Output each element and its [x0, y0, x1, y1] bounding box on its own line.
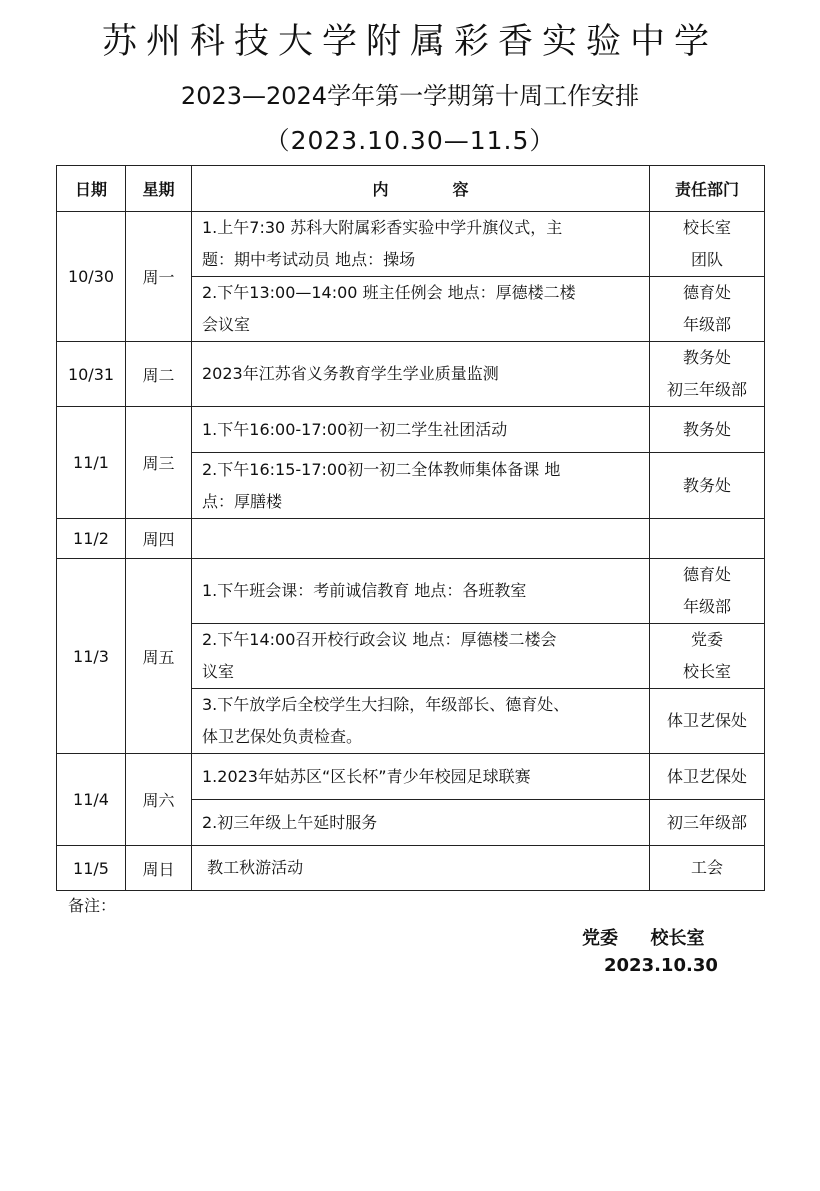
dept-cell — [650, 800, 765, 846]
signature-date: 2023.10.30 — [604, 955, 718, 976]
content-cell — [192, 277, 650, 342]
table-header-row — [57, 166, 765, 212]
date-cell: 11/3 — [57, 559, 126, 754]
table-row — [57, 559, 765, 624]
signature: 党委 校长室 — [582, 928, 705, 949]
weekday-cell: 周三 — [126, 407, 192, 519]
date-range: （2023.10.30—11.5） — [264, 126, 556, 155]
dept-line: 团队 — [690, 250, 723, 269]
content-line: 体卫艺保处负责检查。 — [202, 727, 363, 746]
content-line: 1.下午16:00-17:00初一初二学生社团活动 — [202, 419, 508, 439]
table-row — [57, 754, 765, 800]
dept-line: 德育处 — [682, 565, 731, 584]
table-row — [57, 846, 765, 891]
content-cell — [192, 800, 650, 846]
content-line: 1.2023年姑苏区“区长杯”青少年校园足球联赛 — [202, 766, 531, 786]
dept-cell — [650, 212, 765, 277]
date-cell: 11/5 — [57, 846, 126, 891]
table-row — [57, 212, 765, 277]
dept-line: 德育处 — [682, 283, 731, 302]
dept-cell — [650, 407, 765, 453]
weekday-cell: 周二 — [126, 342, 192, 407]
date-cell: 11/2 — [57, 519, 126, 559]
dept-line: 教务处 — [682, 419, 731, 439]
content-cell — [192, 689, 650, 754]
content-line: 2023年江苏省义务教育学生学业质量监测 — [202, 364, 499, 383]
content-cell — [192, 407, 650, 453]
header-date: 日期 — [57, 166, 126, 212]
weekday-cell: 周五 — [126, 559, 192, 754]
dept-cell — [650, 846, 765, 891]
weekday-cell: 周日 — [126, 846, 192, 891]
content-line: 2.下午13:00—14:00 班主任例会 地点：厚德楼二楼 — [202, 283, 576, 302]
date-cell: 11/1 — [57, 407, 126, 519]
dept-line: 体卫艺保处 — [666, 711, 747, 730]
content-line: 题：期中考试动员 地点：操场 — [202, 250, 416, 269]
weekday-cell: 周一 — [126, 212, 192, 342]
dept-line: 年级部 — [682, 597, 731, 616]
dept-line: 初三年级部 — [666, 812, 747, 832]
content-cell — [192, 212, 650, 277]
date-cell: 10/30 — [57, 212, 126, 342]
dept-line: 校长室 — [682, 218, 731, 237]
content-line: 2.初三年级上午延时服务 — [202, 812, 378, 832]
dept-cell — [650, 277, 765, 342]
content-cell — [192, 559, 650, 624]
date-cell: 10/31 — [57, 342, 126, 407]
dept-line: 初三年级部 — [666, 380, 747, 399]
dept-line: 教务处 — [682, 475, 731, 495]
table-row — [57, 519, 765, 559]
content-line: 1.下午班会课：考前诚信教育 地点：各班教室 — [202, 581, 527, 600]
dept-cell — [650, 559, 765, 624]
dept-cell — [650, 624, 765, 689]
content-line: 教工秋游活动 — [202, 858, 304, 877]
table-row — [57, 407, 765, 453]
dept-line: 教务处 — [682, 348, 731, 367]
dept-line: 工会 — [690, 858, 723, 877]
remarks-label: 备注： — [68, 896, 117, 915]
dept-line: 党委 — [690, 630, 723, 649]
dept-line: 体卫艺保处 — [666, 766, 747, 786]
content-cell — [192, 846, 650, 891]
document-subtitle: 2023—2024学年第一学期第十周工作安排 — [180, 82, 640, 110]
date-cell: 11/4 — [57, 754, 126, 846]
dept-line: 年级部 — [682, 315, 731, 334]
content-cell — [192, 754, 650, 800]
content-line: 点：厚膳楼 — [202, 491, 283, 511]
content-cell — [192, 453, 650, 519]
content-line: 2.下午14:00召开校行政会议 地点：厚德楼二楼会 — [202, 630, 557, 649]
weekday-cell: 周六 — [126, 754, 192, 846]
content-cell — [192, 519, 650, 559]
content-line: 3.下午放学后全校学生大扫除，年级部长、德育处、 — [202, 695, 570, 714]
content-line: 2.下午16:15-17:00初一初二全体教师集体备课 地 — [202, 459, 561, 479]
content-line: 议室 — [202, 662, 235, 681]
header-content: 内 容 — [192, 166, 650, 212]
dept-cell — [650, 519, 765, 559]
dept-cell — [650, 453, 765, 519]
content-cell — [192, 342, 650, 407]
table-row — [57, 342, 765, 407]
dept-cell — [650, 754, 765, 800]
content-line: 1.上午7:30 苏科大附属彩香实验中学升旗仪式，主 — [202, 218, 563, 237]
dept-cell — [650, 342, 765, 407]
header-weekday: 星期 — [126, 166, 192, 212]
weekday-cell: 周四 — [126, 519, 192, 559]
content-line: 会议室 — [202, 315, 251, 334]
header-dept: 责任部门 — [650, 166, 765, 212]
content-cell — [192, 624, 650, 689]
dept-cell — [650, 689, 765, 754]
schedule-table — [56, 165, 765, 891]
school-name: 苏州科技大学附属彩香实验中学 — [101, 22, 718, 62]
dept-line: 校长室 — [682, 662, 731, 681]
